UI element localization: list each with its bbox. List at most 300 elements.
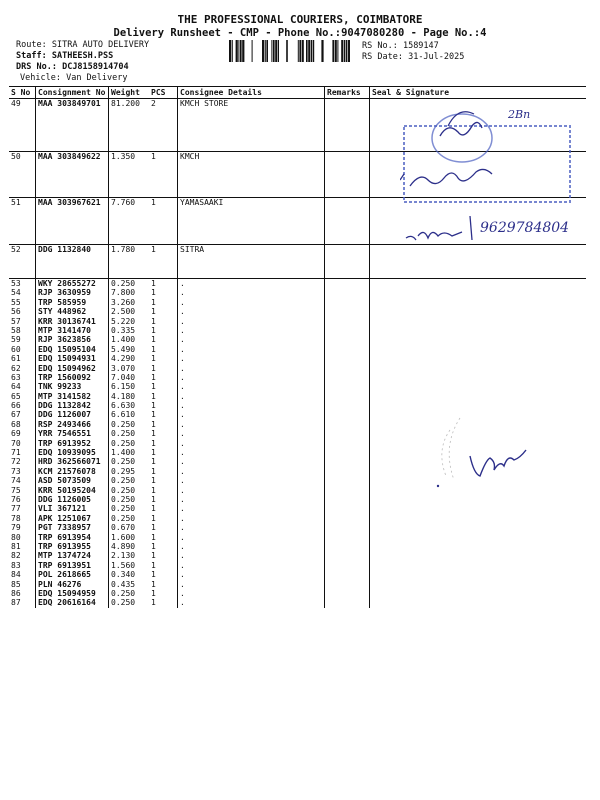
consignment-no: PGT 7338957: [36, 523, 109, 532]
drs-value: DCJ8158914704: [62, 62, 129, 72]
pcs: 1: [151, 288, 156, 298]
consignee-details: .: [178, 561, 325, 570]
remarks-cell: [325, 439, 370, 448]
consignee-details: .: [178, 345, 325, 354]
weight: 1.560: [109, 561, 150, 570]
consignee-details: KMCH: [178, 152, 325, 198]
table-row: [9, 298, 586, 307]
remarks-cell: [325, 307, 370, 316]
consignment-no: TRP 1560092: [36, 373, 109, 382]
table-row: [9, 551, 586, 560]
table-row: [9, 335, 586, 344]
consignment-no: YRR 7546551: [36, 429, 109, 438]
pcs: 1: [151, 588, 156, 598]
seal-cell: [370, 533, 587, 542]
consignment-no: KCM 21576078: [36, 467, 109, 476]
consignee-details: .: [178, 580, 325, 589]
seal-cell: [370, 382, 587, 391]
seal-cell: [370, 335, 587, 344]
seal-cell: [370, 364, 587, 373]
pcs: 1: [151, 401, 156, 411]
consignee-details: .: [178, 514, 325, 523]
pcs: 1: [151, 485, 156, 495]
remarks-cell: [325, 523, 370, 532]
weight: 0.250: [109, 457, 150, 466]
remarks-cell: [325, 152, 370, 198]
remarks-cell: [325, 345, 370, 354]
pcs: 1: [151, 354, 156, 364]
seal-cell: [370, 326, 587, 335]
drs-line: DRS No.: DCJ8158914704: [16, 62, 129, 72]
vehicle-value: Van Delivery: [66, 73, 128, 83]
consignee-details: KMCH STORE: [178, 99, 325, 152]
serial-no: 55: [11, 297, 21, 307]
signature-phone: 9629784804: [480, 220, 570, 236]
pcs: 1: [151, 325, 156, 335]
pcs: 1: [151, 579, 156, 589]
consignment-no: STY 448962: [36, 307, 109, 316]
remarks-cell: [325, 326, 370, 335]
consignment-no: MAA 303967621: [36, 198, 109, 245]
consignee-details: .: [178, 439, 325, 448]
serial-no: 52: [9, 245, 36, 279]
consignee-details: .: [178, 298, 325, 307]
consignee-details: .: [178, 279, 325, 289]
company-title: THE PROFESSIONAL COURIERS, COIMBATORE: [177, 13, 423, 26]
route-line: Route: SITRA AUTO DELIVERY: [16, 40, 150, 50]
consignee-details: .: [178, 364, 325, 373]
seal-cell: [370, 317, 587, 326]
signature-row51: [398, 208, 588, 248]
serial-no: 71: [11, 448, 21, 458]
seal-cell: [370, 504, 587, 513]
remarks-cell: [325, 382, 370, 391]
serial-no: 87: [11, 598, 21, 608]
weight: 2.500: [109, 307, 150, 316]
consignment-no: RSP 2493466: [36, 420, 109, 429]
serial-no: 59: [11, 335, 21, 345]
consignee-details: .: [178, 448, 325, 457]
consignment-no: MTP 3141582: [36, 392, 109, 401]
remarks-cell: [325, 467, 370, 476]
pcs: 1: [151, 391, 156, 401]
consignment-no: RJP 3623856: [36, 335, 109, 344]
consignee-details: .: [178, 533, 325, 542]
serial-no: 56: [11, 307, 21, 317]
remarks-cell: [325, 589, 370, 598]
weight: 4.180: [109, 392, 150, 401]
weight: 81.200: [109, 99, 150, 152]
seal-cell: [370, 298, 587, 307]
consignment-no: DDG 1126007: [36, 410, 109, 419]
col-sno: S No: [9, 87, 36, 99]
pcs: 1: [151, 382, 156, 392]
remarks-cell: [325, 457, 370, 466]
serial-no: 76: [11, 494, 21, 504]
consignment-no: PLN 46276: [36, 580, 109, 589]
pcs: 1: [151, 551, 156, 561]
serial-no: 63: [11, 372, 21, 382]
vehicle-line: Vehicle: Van Delivery: [20, 73, 128, 83]
seal-cell: [370, 514, 587, 523]
weight: 1.350: [109, 152, 150, 198]
consignee-details: .: [178, 317, 325, 326]
consignment-no: MAA 303849622: [36, 152, 109, 198]
consignee-details: .: [178, 326, 325, 335]
remarks-cell: [325, 288, 370, 297]
staff-line: Staff: SATHEESH.PSS: [16, 51, 114, 61]
col-pcs: PCS: [149, 87, 178, 99]
consignee-details: .: [178, 420, 325, 429]
remarks-cell: [325, 476, 370, 485]
serial-no: 86: [11, 588, 21, 598]
col-weight: Weight: [109, 87, 150, 99]
table-row: [9, 373, 586, 382]
consignment-no: TNK 99233: [36, 382, 109, 391]
pcs: 1: [151, 307, 156, 317]
remarks-cell: [325, 429, 370, 438]
serial-no: 57: [11, 316, 21, 326]
table-row: [9, 288, 586, 297]
consignee-details: .: [178, 551, 325, 560]
pcs: 1: [149, 152, 178, 198]
consignment-no: EDQ 10939095: [36, 448, 109, 457]
seal-cell: [370, 551, 587, 560]
serial-no: 64: [11, 382, 21, 392]
table-row: [9, 354, 586, 363]
seal-cell: [370, 561, 587, 570]
weight: 0.250: [109, 439, 150, 448]
serial-no: 81: [11, 541, 21, 551]
consignment-no: EDQ 15094959: [36, 589, 109, 598]
consignee-details: .: [178, 401, 325, 410]
serial-no: 83: [11, 560, 21, 570]
pcs: 1: [151, 448, 156, 458]
consignment-no: EDQ 20616164: [36, 598, 109, 607]
serial-no: 77: [11, 504, 21, 514]
serial-no: 85: [11, 579, 21, 589]
weight: 0.340: [109, 570, 150, 579]
pcs: 1: [149, 198, 178, 245]
weight: 1.780: [109, 245, 150, 279]
weight: 6.150: [109, 382, 150, 391]
serial-no: 60: [11, 344, 21, 354]
pcs: 1: [151, 429, 156, 439]
table-row: [9, 392, 586, 401]
consignment-no: DDG 1132842: [36, 401, 109, 410]
remarks-cell: [325, 279, 370, 289]
weight: 1.600: [109, 533, 150, 542]
rs-date-value: 31-Jul-2025: [408, 52, 465, 62]
pcs: 1: [151, 457, 156, 467]
consignment-no: DDG 1132840: [36, 245, 109, 279]
seal-cell: [370, 589, 587, 598]
consignment-no: EDQ 15094962: [36, 364, 109, 373]
weight: 0.250: [109, 504, 150, 513]
seal-cell: [370, 580, 587, 589]
weight: 5.220: [109, 317, 150, 326]
serial-no: 84: [11, 570, 21, 580]
table-row: [9, 382, 586, 391]
pcs: 1: [151, 344, 156, 354]
remarks-cell: [325, 495, 370, 504]
weight: 0.250: [109, 589, 150, 598]
remarks-cell: [325, 245, 370, 279]
serial-no: 80: [11, 532, 21, 542]
pcs: 1: [151, 335, 156, 345]
table-row: [9, 580, 586, 589]
col-consignee: Consignee Details: [178, 87, 325, 99]
table-row: [9, 598, 586, 607]
remarks-cell: [325, 392, 370, 401]
consignee-details: .: [178, 457, 325, 466]
consignment-no: HRD 362566071: [36, 457, 109, 466]
weight: 0.250: [109, 420, 150, 429]
pcs: 2: [149, 99, 178, 152]
consignee-details: .: [178, 354, 325, 363]
serial-no: 69: [11, 429, 21, 439]
remarks-cell: [325, 335, 370, 344]
weight: 6.630: [109, 401, 150, 410]
table-row: [9, 245, 586, 279]
weight: 1.400: [109, 448, 150, 457]
rs-no-line: RS No.: 1589147: [362, 41, 439, 51]
pcs: 1: [151, 316, 156, 326]
serial-no: 62: [11, 363, 21, 373]
consignment-no: RJP 3630959: [36, 288, 109, 297]
serial-no: 49: [9, 99, 36, 152]
serial-no: 72: [11, 457, 21, 467]
weight: 0.250: [109, 514, 150, 523]
consignment-no: MTP 3141470: [36, 326, 109, 335]
remarks-cell: [325, 514, 370, 523]
col-seal: Seal & Signature: [370, 87, 587, 99]
consignee-details: .: [178, 373, 325, 382]
table-row: [9, 589, 586, 598]
serial-no: 73: [11, 466, 21, 476]
serial-no: 74: [11, 476, 21, 486]
consignee-details: .: [178, 523, 325, 532]
seal-cell: [370, 288, 587, 297]
remarks-cell: [325, 533, 370, 542]
consignment-no: KRR 50195204: [36, 486, 109, 495]
consignee-details: .: [178, 467, 325, 476]
pcs: 1: [151, 363, 156, 373]
consignee-details: .: [178, 598, 325, 607]
weight: 1.400: [109, 335, 150, 344]
table-row: [9, 364, 586, 373]
remarks-cell: [325, 598, 370, 607]
remarks-cell: [325, 486, 370, 495]
weight: 0.295: [109, 467, 150, 476]
pcs: 1: [151, 570, 156, 580]
table-row: [9, 279, 586, 289]
serial-no: 66: [11, 401, 21, 411]
weight: 0.435: [109, 580, 150, 589]
remarks-cell: [325, 542, 370, 551]
serial-no: 68: [11, 419, 21, 429]
pcs: 1: [151, 297, 156, 307]
consignment-no: KRR 30136741: [36, 317, 109, 326]
seal-cell: [370, 598, 587, 607]
pcs: 1: [151, 504, 156, 514]
table-row: [9, 533, 586, 542]
serial-no: 79: [11, 523, 21, 533]
remarks-cell: [325, 448, 370, 457]
weight: 7.040: [109, 373, 150, 382]
weight: 0.250: [109, 495, 150, 504]
barcode: [229, 40, 357, 62]
consignment-no: TRP 6913954: [36, 533, 109, 542]
consignee-details: YAMASAAKI: [178, 198, 325, 245]
consignment-no: TRP 6913951: [36, 561, 109, 570]
consignment-no: TRP 6913952: [36, 439, 109, 448]
consignment-no: TRP 585959: [36, 298, 109, 307]
pcs: 1: [151, 466, 156, 476]
consignee-details: .: [178, 335, 325, 344]
consignment-no: EDQ 15094931: [36, 354, 109, 363]
remarks-cell: [325, 354, 370, 363]
consignee-details: .: [178, 495, 325, 504]
serial-no: 53: [11, 279, 21, 288]
pcs: 1: [151, 494, 156, 504]
table-row: [9, 317, 586, 326]
table-row: [9, 504, 586, 513]
runsheet-subtitle: Delivery Runsheet - CMP - Phone No.:9047080280 - Page No.:4: [113, 27, 487, 39]
table-row: [9, 345, 586, 354]
consignee-details: .: [178, 504, 325, 513]
seal-cell: [370, 307, 587, 316]
consignee-details: .: [178, 542, 325, 551]
seal-cell: [370, 523, 587, 532]
seal-cell: [370, 570, 587, 579]
delivery-stamp: [400, 96, 580, 206]
consignee-details: .: [178, 307, 325, 316]
serial-no: 67: [11, 410, 21, 420]
table-row: [9, 523, 586, 532]
weight: 6.610: [109, 410, 150, 419]
consignment-no: WKY 28655272: [36, 279, 109, 289]
pcs: 1: [151, 513, 156, 523]
remarks-cell: [325, 198, 370, 245]
consignment-no: VLI 367121: [36, 504, 109, 513]
consignment-no: MTP 1374724: [36, 551, 109, 560]
consignee-details: .: [178, 589, 325, 598]
rs-no-value: 1589147: [402, 41, 439, 51]
pcs: 1: [151, 598, 156, 608]
pcs: 1: [151, 279, 156, 288]
serial-no: 70: [11, 438, 21, 448]
remarks-cell: [325, 410, 370, 419]
serial-no: 65: [11, 391, 21, 401]
weight: 0.250: [109, 486, 150, 495]
table-row: [9, 514, 586, 523]
consignee-details: .: [178, 288, 325, 297]
staff-value: SATHEESH.PSS: [51, 51, 114, 61]
consignee-details: .: [178, 410, 325, 419]
weight: 7.800: [109, 288, 150, 297]
pcs: 1: [151, 532, 156, 542]
remarks-cell: [325, 420, 370, 429]
weight: 0.250: [109, 598, 150, 607]
pcs: 1: [151, 410, 156, 420]
consignment-no: DDG 1126005: [36, 495, 109, 504]
weight: 0.250: [109, 429, 150, 438]
consignment-no: EDQ 15095104: [36, 345, 109, 354]
weight: 3.260: [109, 298, 150, 307]
seal-cell: [370, 392, 587, 401]
seal-cell: [370, 354, 587, 363]
table-row: [9, 307, 586, 316]
weight: 5.490: [109, 345, 150, 354]
col-consignment: Consignment No: [36, 87, 109, 99]
pcs: 1: [151, 372, 156, 382]
remarks-cell: [325, 99, 370, 152]
weight: 0.335: [109, 326, 150, 335]
weight: 0.250: [109, 279, 150, 289]
seal-cell: [370, 345, 587, 354]
pcs: 1: [151, 541, 156, 551]
consignee-details: .: [178, 382, 325, 391]
remarks-cell: [325, 551, 370, 560]
pcs: 1: [151, 476, 156, 486]
weight: 3.070: [109, 364, 150, 373]
seal-cell: [370, 542, 587, 551]
remarks-cell: [325, 504, 370, 513]
consignee-details: .: [178, 392, 325, 401]
consignee-details: .: [178, 486, 325, 495]
seal-cell: [370, 279, 587, 289]
remarks-cell: [325, 298, 370, 307]
stamp-note: 2Bn: [508, 108, 531, 121]
remarks-cell: [325, 401, 370, 410]
consignee-details: .: [178, 570, 325, 579]
consignment-no: POL 2618665: [36, 570, 109, 579]
remarks-cell: [325, 570, 370, 579]
consignee-details: .: [178, 429, 325, 438]
serial-no: 61: [11, 354, 21, 364]
consignment-no: APK 1251067: [36, 514, 109, 523]
table-row: [9, 326, 586, 335]
seal-cell: [370, 373, 587, 382]
consignment-no: MAA 303849701: [36, 99, 109, 152]
col-remarks: Remarks: [325, 87, 370, 99]
signature-bulk: [430, 410, 560, 500]
table-row: [9, 561, 586, 570]
route-value: SITRA AUTO DELIVERY: [51, 40, 150, 50]
pcs: 1: [151, 560, 156, 570]
pcs: 1: [151, 438, 156, 448]
weight: 0.250: [109, 476, 150, 485]
serial-no: 54: [11, 288, 21, 298]
weight: 0.670: [109, 523, 150, 532]
serial-no: 58: [11, 325, 21, 335]
serial-no: 78: [11, 513, 21, 523]
table-row: [9, 570, 586, 579]
serial-no: 75: [11, 485, 21, 495]
consignment-no: TRP 6913955: [36, 542, 109, 551]
serial-no: 51: [9, 198, 36, 245]
remarks-cell: [325, 373, 370, 382]
consignment-no: ASD 5073509: [36, 476, 109, 485]
weight: 4.290: [109, 354, 150, 363]
consignee-details: .: [178, 476, 325, 485]
pcs: 1: [151, 419, 156, 429]
rs-date-line: RS Date: 31-Jul-2025: [362, 52, 465, 62]
remarks-cell: [325, 580, 370, 589]
serial-no: 50: [9, 152, 36, 198]
remarks-cell: [325, 561, 370, 570]
